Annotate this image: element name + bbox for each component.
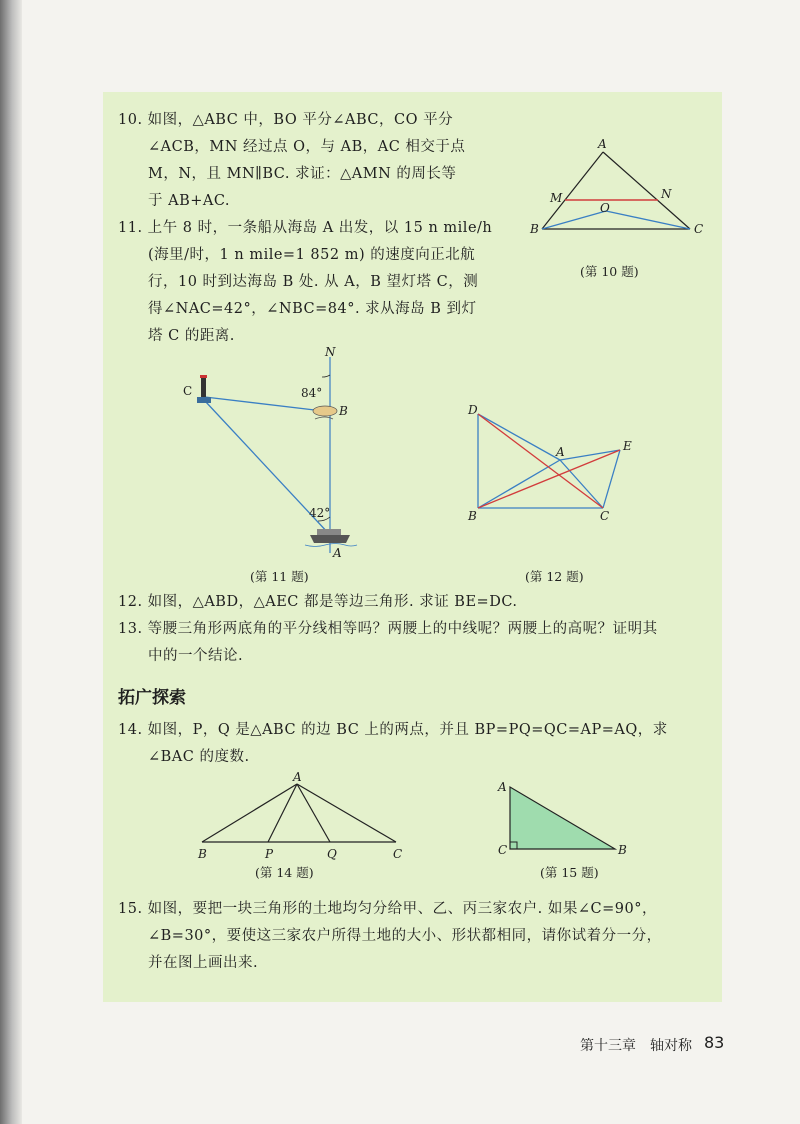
problem-11-line: 得∠NAC=42°，∠NBC=84°. 求从海岛 B 到灯	[148, 301, 477, 317]
problem-10-line: 10. 如图，△ABC 中，BO 平分∠ABC，CO 平分	[118, 112, 454, 128]
problem-11-line: 塔 C 的距离.	[148, 328, 235, 344]
caption-figure-12: (第 12 题)	[525, 569, 584, 584]
book-spine-shadow	[0, 0, 22, 1124]
section-heading: 拓广探索	[118, 688, 186, 708]
figure-12-label-c: C	[600, 509, 610, 523]
chapter-title: 第十三章 轴对称	[580, 1038, 692, 1054]
figure-15-label-a: A	[498, 780, 507, 794]
problem-11-line: 行，10 时到达海岛 B 处. 从 A，B 望灯塔 C，测	[148, 274, 479, 290]
figure-10-label-n: N	[661, 187, 672, 201]
problem-11-line: 11. 上午 8 时，一条船从海岛 A 出发，以 15 n mile/h	[118, 220, 493, 236]
island-b-icon	[313, 406, 337, 419]
figure-12-label-d: D	[468, 403, 478, 417]
figure-12	[460, 400, 660, 530]
figure-10-label-b: B	[530, 222, 539, 236]
problem-13-line: 中的一个结论.	[148, 648, 244, 664]
page-number: 83	[704, 1033, 725, 1052]
figure-14-label-q: Q	[327, 847, 337, 861]
figure-15	[490, 775, 640, 865]
problem-15-line: ∠B=30°，要使这三家农户所得土地的大小、形状都相同，请你试着分一分，	[148, 928, 662, 944]
caption-figure-11: (第 11 题)	[250, 569, 309, 584]
figure-10-label-m: M	[550, 191, 563, 205]
figure-11-label-b: B	[339, 404, 348, 418]
figure-15-label-b: B	[618, 843, 627, 857]
caption-figure-10: (第 10 题)	[580, 264, 639, 279]
figure-14-label-c: C	[393, 847, 403, 861]
problem-12: 12. 如图，△ABD，△AEC 都是等边三角形. 求证 BE=DC.	[118, 594, 518, 610]
figure-12-label-b: B	[468, 509, 477, 523]
figure-14-label-b: B	[198, 847, 207, 861]
problem-10-line: M，N，且 MN∥BC. 求证：△AMN 的周长等	[148, 166, 457, 182]
problem-11-line: (海里/时，1 n mile=1 852 m) 的速度向正北航	[148, 247, 476, 263]
figure-11-label-c: C	[183, 384, 193, 398]
ship-icon	[305, 529, 357, 547]
figure-12-label-e: E	[623, 439, 632, 453]
figure-11-label-a: A	[333, 546, 342, 560]
figure-15-label-c: C	[498, 843, 508, 857]
problem-10-line: 于 AB+AC.	[148, 193, 231, 209]
problem-14-line: 14. 如图，P，Q 是△ABC 的边 BC 上的两点，并且 BP=PQ=QC=AP=AQ，求	[118, 722, 668, 738]
figure-11-angle-84: 84°	[301, 386, 323, 400]
figure-10-label-o: O	[600, 201, 610, 215]
problem-15-line: 并在图上画出来.	[148, 955, 259, 971]
problem-14-line: ∠BAC 的度数.	[148, 749, 250, 765]
figure-12-label-a: A	[556, 445, 565, 459]
figure-11-angle-42: 42°	[309, 506, 331, 520]
figure-10-label-c: C	[694, 222, 704, 236]
problem-13-line: 13. 等腰三角形两底角的平分线相等吗？两腰上的中线呢？两腰上的高呢？证明其	[118, 621, 658, 637]
caption-figure-14: (第 14 题)	[255, 865, 314, 880]
figure-14-label-a: A	[293, 770, 302, 784]
figure-14	[190, 770, 410, 860]
figure-10	[528, 138, 728, 248]
figure-11	[175, 345, 375, 565]
figure-11-label-n: N	[325, 345, 336, 359]
figure-10-label-a: A	[598, 137, 607, 151]
problem-15-line: 15. 如图，要把一块三角形的土地均匀分给甲、乙、丙三家农户. 如果∠C=90°，	[118, 901, 657, 917]
figure-14-label-p: P	[265, 847, 274, 861]
problem-10-line: ∠ACB，MN 经过点 O，与 AB，AC 相交于点	[148, 139, 466, 155]
caption-figure-15: (第 15 题)	[540, 865, 599, 880]
lighthouse-icon	[197, 375, 211, 403]
